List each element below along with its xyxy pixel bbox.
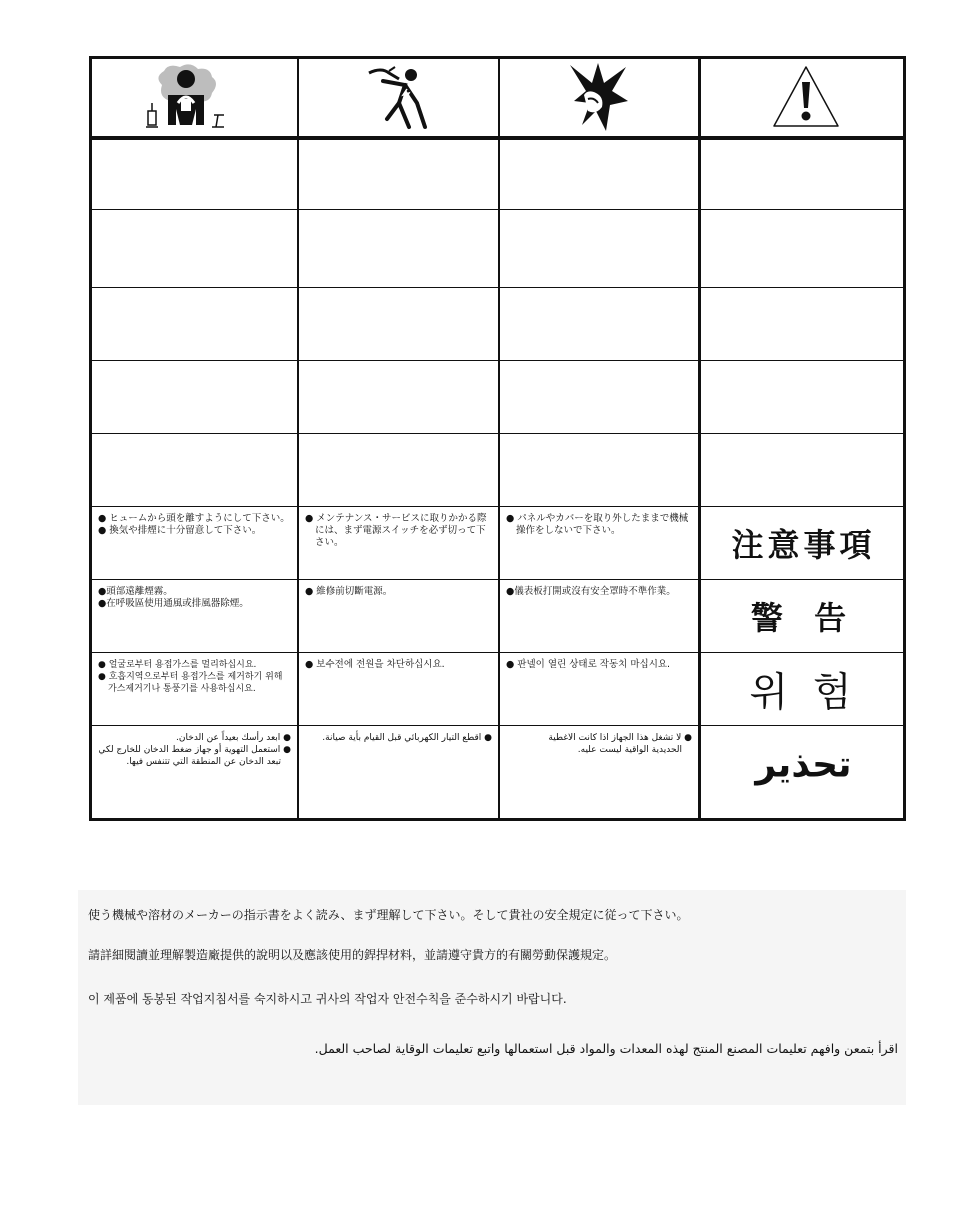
warning-text bbox=[506, 659, 694, 671]
japanese-fume-cell bbox=[92, 507, 297, 579]
warning-text bbox=[98, 586, 293, 610]
row-divider bbox=[92, 209, 903, 210]
warning-line: ● اقطع التيار الكهربائي قبل القيام بأية صيانة. bbox=[322, 733, 492, 743]
chinese-parts-cell bbox=[500, 580, 698, 652]
warning-text bbox=[98, 659, 293, 695]
row-divider bbox=[92, 360, 903, 361]
warning-line: ● 얼굴로부터 용접가스를 멀리하십시요. bbox=[98, 660, 257, 670]
warning-label: 警 告 bbox=[750, 599, 857, 637]
chinese-fume-cell bbox=[92, 580, 297, 652]
warning-text bbox=[305, 513, 494, 549]
warning-triangle-icon bbox=[771, 64, 841, 130]
fume-icon-cell bbox=[92, 59, 297, 136]
row-divider bbox=[92, 287, 903, 288]
row-divider bbox=[92, 433, 903, 434]
warning-text bbox=[305, 659, 494, 671]
japanese-row bbox=[92, 507, 903, 579]
warning-text bbox=[506, 586, 694, 598]
arabic-label-cell bbox=[701, 726, 906, 819]
warning-line: ● 호흡지역으로부터 용접가스를 제거하기 위해 가스제거기나 통풍기를 사용하십시요. bbox=[98, 672, 283, 694]
warning-line: ● ابعد رأسك بعيداً عن الدخان. bbox=[176, 733, 291, 743]
warning-label: 注意事項 bbox=[731, 526, 876, 564]
warning-text bbox=[303, 732, 492, 744]
warning-line: ●在呼吸區使用通風或排風器除煙。 bbox=[98, 598, 249, 609]
moving-parts-icon-cell bbox=[500, 59, 698, 136]
warning-text bbox=[98, 513, 293, 537]
japanese-parts-cell bbox=[500, 507, 698, 579]
footer-korean: 이 제품에 동봉된 작업지침서를 숙지하시고 귀사의 작업자 안전수칙을 준수하시기 바랍니다. bbox=[88, 992, 567, 1006]
warning-line: ● استعمل التهوية أو جهاز ضغط الدخان للخارج لكي تبعد الدخان عن المنطقة التي تتنفس فيها. bbox=[98, 745, 291, 767]
chinese-row bbox=[92, 580, 903, 652]
warning-line: ● ヒュームから頭を離すようにして下さい。 bbox=[98, 513, 290, 524]
warning-line: ● 보수전에 전원을 차단하십시요. bbox=[305, 659, 445, 670]
warning-label: تحذير bbox=[755, 744, 852, 786]
fume-inhalation-icon bbox=[140, 63, 250, 133]
korean-row bbox=[92, 653, 903, 725]
header-divider bbox=[92, 136, 903, 140]
shock-icon-cell bbox=[299, 59, 498, 136]
chinese-shock-cell bbox=[299, 580, 498, 652]
electric-shock-icon bbox=[359, 63, 439, 133]
warning-line: ● 판넬이 열린 상태로 작동치 마십시요. bbox=[506, 659, 671, 670]
arabic-row bbox=[92, 726, 903, 819]
warning-line: ● لا تشغل هذا الجهاز اذا كانت الاغطية الحديدية الواقية ليست عليه. bbox=[548, 733, 692, 755]
safety-warning-table bbox=[89, 56, 906, 821]
warning-text bbox=[96, 732, 291, 768]
warning-line: ●頭部遠離煙霧。 bbox=[98, 586, 173, 597]
icon-row bbox=[92, 59, 903, 136]
moving-parts-hand-icon bbox=[560, 61, 640, 133]
chinese-label-cell bbox=[701, 580, 906, 652]
warning-text bbox=[305, 586, 494, 598]
warning-line: ● メンテナンス・サービスに取りかかる際には、まず電源スイッチを必ず切って下さい。 bbox=[305, 513, 487, 548]
arabic-fume-cell bbox=[92, 726, 297, 819]
warning-line: ● 換気や排煙に十分留意して下さい。 bbox=[98, 525, 262, 536]
warning-text bbox=[530, 732, 692, 756]
warning-line: ●儀表板打開或沒有安全罩時不準作業。 bbox=[506, 586, 676, 597]
korean-label-cell bbox=[701, 653, 906, 725]
footer-japanese: 使う機械や溶材のメーカーの指示書をよく読み、まず理解して下さい。そして貴社の安全規定に従って下さい。 bbox=[88, 908, 689, 922]
warning-label: 위 험 bbox=[749, 669, 858, 716]
japanese-shock-cell bbox=[299, 507, 498, 579]
warning-line: ● 維修前切斷電源。 bbox=[305, 586, 393, 597]
arabic-shock-cell bbox=[299, 726, 498, 819]
instructions-footer bbox=[78, 890, 906, 1105]
warning-line: ● パネルやカバーを取り外したままで機械操作をしないで下さい。 bbox=[506, 513, 689, 536]
korean-fume-cell bbox=[92, 653, 297, 725]
japanese-label-cell bbox=[701, 507, 906, 579]
korean-shock-cell bbox=[299, 653, 498, 725]
warning-text bbox=[506, 513, 694, 537]
korean-parts-cell bbox=[500, 653, 698, 725]
footer-chinese: 請詳細閱讀並理解製造廠提供的說明以及應該使用的銲捍材料，並請遵守貴方的有關勞動保護規定。 bbox=[88, 948, 617, 962]
arabic-parts-cell bbox=[500, 726, 698, 819]
caution-icon-cell bbox=[701, 59, 906, 136]
footer-arabic: اقرأ بتمعن وافهم تعليمات المصنع المنتج لهذه المعدات والمواد قبل استعمالها واتبع تعليمات الوقاية لصاحب العمل. bbox=[314, 1041, 898, 1056]
